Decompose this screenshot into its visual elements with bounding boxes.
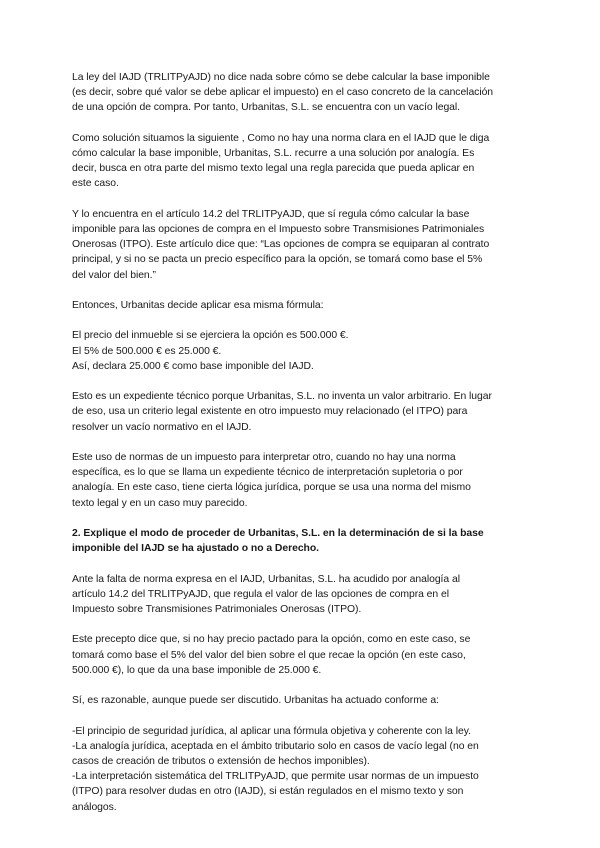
text-line: decir, busca en otra parte del mismo texto legal una regla parecida que pueda aplicar en <box>72 163 475 175</box>
text-line: tomará como base el 5% del valor del bien sobre el que recae la opción (en este caso, <box>72 649 466 661</box>
text-line: Impuesto sobre Transmisiones Patrimoniales Onerosas (ITPO). <box>72 603 362 615</box>
text-line: Ante la falta de norma expresa en el IAJD, Urbanitas, S.L. ha acudido por analogía al <box>72 573 460 585</box>
text-line: imponible para las opciones de compra en el Impuesto sobre Transmisiones Patrimoniales <box>72 224 485 235</box>
text-line: análogos. <box>72 801 117 813</box>
text-line: Sí, es razonable, aunque puede ser discutido. Urbanitas ha actuado conforme a: <box>72 695 439 707</box>
document-page <box>72 70 528 830</box>
text-line: El precio del inmueble si se ejerciera la opción es 500.000 €. <box>72 330 349 342</box>
paragraph <box>72 70 528 116</box>
paragraph <box>72 298 528 313</box>
text-line: El 5% de 500.000 € es 25.000 €. <box>72 345 222 357</box>
text-line: (ITPO) para resolver dudas en otro (IAJD), si están regulados en el mismo texto y son <box>72 786 464 798</box>
paragraph <box>72 207 528 283</box>
paragraph <box>72 389 528 435</box>
text-line: -El principio de seguridad jurídica, al aplicar una fórmula objetiva y coherente con la ley. <box>72 725 471 737</box>
text-line: La ley del IAJD (TRLITPyAJD) no dice nada sobre cómo se debe calcular la base imponible <box>72 72 490 83</box>
text-line: cómo calcular la base imponible, Urbanitas, S.L. recurre a una solución por analogía. Es <box>72 148 475 159</box>
text-line: Onerosas (ITPO). Este artículo dice que: “Las opciones de compra se equiparan al contrato <box>72 239 490 251</box>
paragraph <box>72 693 528 708</box>
text-line: Esto es un expediente técnico porque Urbanitas, S.L. no inventa un valor arbitrario. En lugar <box>72 391 492 403</box>
text-line: del valor del bien.” <box>72 269 156 281</box>
text-line: Así, declara 25.000 € como base imponible del IAJD. <box>72 360 314 372</box>
text-line: imponible del IAJD se ha ajustado o no a Derecho. <box>72 543 319 555</box>
text-line: Como solución situamos la siguiente , Como no hay una norma clara en el IAJD que le diga <box>72 132 490 144</box>
text-line: artículo 14.2 del TRLITPyAJD, que regula el valor de las opciones de compra en el <box>72 588 449 600</box>
text-line: 500.000 €), lo que da una base imponible de 25.000 €. <box>72 664 322 676</box>
text-line: específica, es lo que se llama un expediente técnico de interpretación supletoria o por <box>72 467 463 479</box>
text-line: Este uso de normas de un impuesto para interpretar otro, cuando no hay una norma <box>72 451 456 463</box>
text-line: Entonces, Urbanitas decide aplicar esa misma fórmula: <box>72 300 324 311</box>
paragraph <box>72 131 528 192</box>
text-line: casos de creación de tributos o extensión de hechos imponibles). <box>72 755 370 767</box>
paragraph <box>72 328 528 374</box>
text-line: analogía. En este caso, tiene cierta lógica jurídica, porque se usa una norma del mismo <box>72 482 471 494</box>
text-line: este caso. <box>72 178 119 190</box>
paragraph <box>72 724 528 815</box>
text-line: Este precepto dice que, si no hay precio pactado para la opción, como en este caso, se <box>72 634 471 646</box>
text-line: -La analogía jurídica, aceptada en el ámbito tributario solo en casos de vacío legal (no en <box>72 740 479 752</box>
text-line: (es decir, sobre qué valor se debe aplicar el impuesto) en el caso concreto de la cancelación <box>72 87 494 99</box>
text-line: -La interpretación sistemática del TRLITPyAJD, que permite usar normas de un impuesto <box>72 771 479 783</box>
paragraph <box>72 450 528 511</box>
paragraph <box>72 572 528 618</box>
text-line: principal, y si no se pacta un precio específico para la opción, se tomará como base el 5% <box>72 254 483 266</box>
section-heading <box>72 526 528 556</box>
text-line: de una opción de compra. Por tanto, Urbanitas, S.L. se encuentra con un vacío legal. <box>72 102 461 114</box>
text-line: de eso, usa un criterio legal existente en otro impuesto muy relacionado (el ITPO) para <box>72 406 468 418</box>
paragraph <box>72 632 528 678</box>
text-line: 2. Explique el modo de proceder de Urbanitas, S.L. en la determinación de si la base <box>72 527 484 539</box>
text-line: texto legal y en un caso muy parecido. <box>72 497 248 509</box>
text-line: Y lo encuentra en el artículo 14.2 del TRLITPyAJD, que sí regula cómo calcular la base <box>72 208 470 220</box>
text-line: resolver un vacío normativo en el IAJD. <box>72 421 252 433</box>
